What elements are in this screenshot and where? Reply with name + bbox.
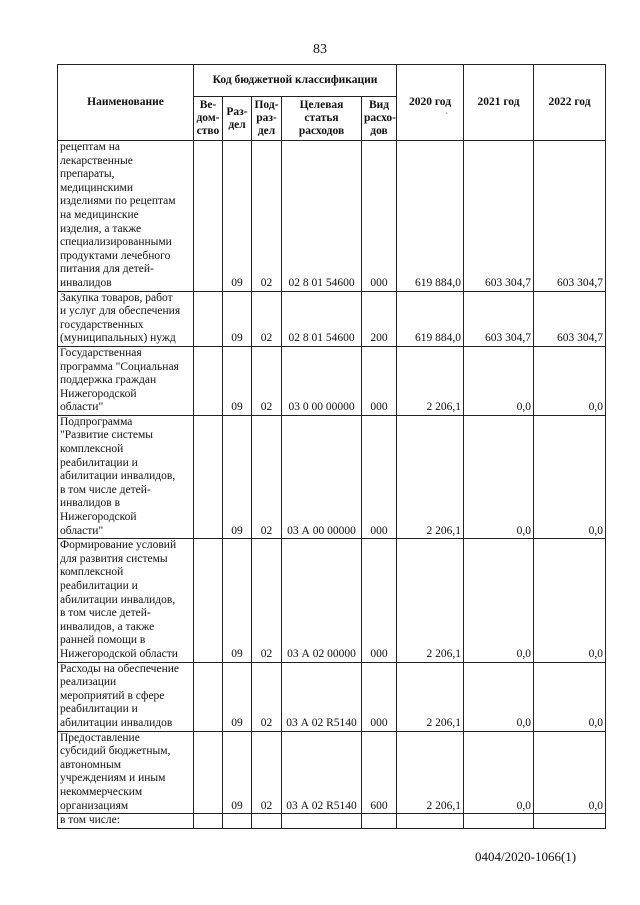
row-name: Государственная программа "Социальная поддержка граждан Нижегородской области" [58, 346, 194, 415]
row-name: Подпрограмма "Развитие системы комплексной реабилитации и абилитации инвалидов, в том числе детей- инвалидов в Нижегородской области" [58, 415, 194, 538]
row-2021: 603 304,7 [464, 141, 534, 292]
row-razdel: 09 [223, 731, 252, 814]
table-row [58, 141, 606, 292]
row-target: 03 А 02 R5140 [282, 731, 362, 814]
row-ved [194, 291, 223, 346]
budget-table [57, 64, 606, 829]
row-2020: 2 206,1 [397, 662, 464, 731]
row-2022: 0,0 [534, 731, 606, 814]
row-2021: 0,0 [464, 346, 534, 415]
row-target: 03 А 02 00000 [282, 539, 362, 662]
row-ved [194, 346, 223, 415]
row-podrazdel: 02 [252, 731, 282, 814]
row-2020: 2 206,1 [397, 415, 464, 538]
row-razdel: 09 [223, 415, 252, 538]
header-code-group: Код бюджетной классификации [194, 65, 397, 97]
header-2021: 2021 год [464, 65, 534, 141]
table-row [58, 814, 606, 829]
row-2022: 0,0 [534, 346, 606, 415]
row-target: 03 А 02 R5140 [282, 662, 362, 731]
row-target: 02 8 01 54600 [282, 291, 362, 346]
table-row [58, 346, 606, 415]
row-name: Формирование условий для развития системы комплексной реабилитации и абилитации инвалидов, в том числе детей- инвалидов, а также ранней помощи в Нижегородской области [58, 539, 194, 662]
row-2021: 603 304,7 [464, 291, 534, 346]
row-2021: 0,0 [464, 731, 534, 814]
row-2021: 0,0 [464, 662, 534, 731]
row-vid: 200 [362, 291, 397, 346]
row-target: 03 0 00 00000 [282, 346, 362, 415]
row-vid: 000 [362, 662, 397, 731]
row-name: в том числе: [58, 814, 194, 829]
row-name: Предоставление субсидий бюджетным, автономным учреждениям и иным некоммерческим организациям [58, 731, 194, 814]
row-vid: 000 [362, 346, 397, 415]
row-2021 [464, 814, 534, 829]
row-name: Закупка товаров, работ и услуг для обеспечения государственных (муниципальных) нужд [58, 291, 194, 346]
row-razdel: 09 [223, 291, 252, 346]
row-razdel: 09 [223, 141, 252, 292]
row-target [282, 814, 362, 829]
row-name: рецептам на лекарственные препараты, медицинскими изделиями по рецептам на медицинские изделия, а также специализированными продуктами лечебного питания для детей- инвалидов [58, 141, 194, 292]
row-ved [194, 662, 223, 731]
row-2020: 2 206,1 [397, 346, 464, 415]
header-2020: 2020 год [397, 65, 464, 141]
row-podrazdel: 02 [252, 346, 282, 415]
row-2022: 603 304,7 [534, 141, 606, 292]
row-vid [362, 814, 397, 829]
row-podrazdel [252, 814, 282, 829]
scan-mark: ` [445, 112, 449, 123]
row-razdel: 09 [223, 662, 252, 731]
table-header [58, 65, 606, 141]
row-2020: 2 206,1 [397, 731, 464, 814]
row-2022: 603 304,7 [534, 291, 606, 346]
header-vid: Вид расхо- дов [362, 97, 397, 141]
row-name: Расходы на обеспечение реализации мероприятий в сфере реабилитации и абилитации инвалидов [58, 662, 194, 731]
row-podrazdel: 02 [252, 141, 282, 292]
row-razdel: 09 [223, 346, 252, 415]
table-row [58, 731, 606, 814]
row-vid: 000 [362, 539, 397, 662]
row-ved [194, 814, 223, 829]
row-2020: 619 884,0 [397, 141, 464, 292]
row-ved [194, 539, 223, 662]
row-podrazdel: 02 [252, 291, 282, 346]
header-target: Целевая статья расходов [282, 97, 362, 141]
row-target: 02 8 01 54600 [282, 141, 362, 292]
header-vedomstvo: Ве- дом- ство [194, 97, 223, 141]
row-razdel: 09 [223, 539, 252, 662]
table-row [58, 415, 606, 538]
header-podrazdel: Под- раз- дел [252, 97, 282, 141]
row-razdel [223, 814, 252, 829]
table-row [58, 662, 606, 731]
row-2021: 0,0 [464, 539, 534, 662]
row-2021: 0,0 [464, 415, 534, 538]
header-razdel: Раз- дел [223, 97, 252, 141]
row-2022 [534, 814, 606, 829]
page-number: 83 [313, 42, 327, 57]
header-2022: 2022 год [534, 65, 606, 141]
row-ved [194, 731, 223, 814]
header-name: Наименование [58, 65, 194, 141]
row-podrazdel: 02 [252, 415, 282, 538]
document-code: 0404/2020-1066(1) [475, 849, 577, 864]
table-row [58, 539, 606, 662]
row-target: 03 А 00 00000 [282, 415, 362, 538]
row-podrazdel: 02 [252, 662, 282, 731]
row-2022: 0,0 [534, 539, 606, 662]
row-2022: 0,0 [534, 662, 606, 731]
row-podrazdel: 02 [252, 539, 282, 662]
row-vid: 000 [362, 415, 397, 538]
table-row [58, 291, 606, 346]
row-2020: 619 884,0 [397, 291, 464, 346]
row-vid: 600 [362, 731, 397, 814]
row-ved [194, 141, 223, 292]
row-vid: 000 [362, 141, 397, 292]
row-2022: 0,0 [534, 415, 606, 538]
row-2020: 2 206,1 [397, 539, 464, 662]
row-ved [194, 415, 223, 538]
row-2020 [397, 814, 464, 829]
